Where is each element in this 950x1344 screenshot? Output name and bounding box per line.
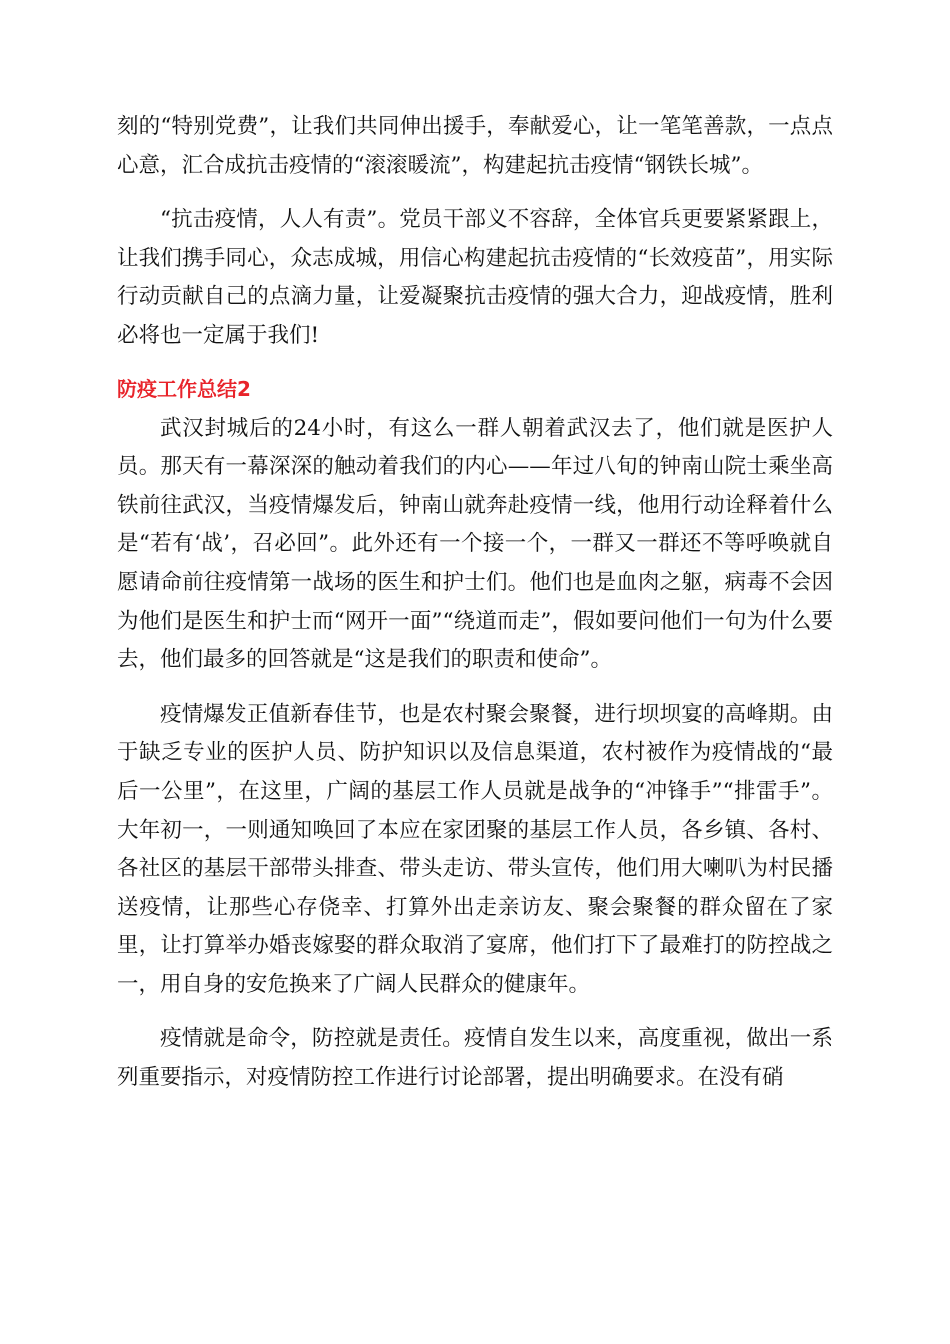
body-paragraph: 疫情就是命令，防控就是责任。疫情自发生以来，高度重视，做出一系列重要指示，对疫情防控工作进行讨论部署，提出明确要求。在没有硝 [117, 1026, 833, 1091]
body-paragraph: “抗击疫情，人人有责”。党员干部义不容辞，全体官兵更要紧紧跟上，让我们携手同心，众志成城，用信心构建起抗击疫情的“长效疫苗”，用实际行动贡献自己的点滴力量，让爱凝聚抗击疫情的强大合力，迎战疫情，胜利必将也一定属于我们! [117, 207, 833, 348]
body-paragraph: 刻的“特别党费”，让我们共同伸出援手，奉献爱心，让一笔笔善款，一点点心意，汇合成抗击疫情的“滚滚暖流”，构建起抗击疫情“钢铁长城”。 [117, 114, 833, 178]
body-paragraph: 武汉封城后的24小时，有这么一群人朝着武汉去了，他们就是医护人员。那天有一幕深深的触动着我们的内心——年过八旬的钟南山院士乘坐高铁前往武汉，当疫情爆发后，钟南山就奔赴疫情一线，他用行动诠释着什么是“若有‘战’，召必回”。此外还有一个接一个，一群又一群还不等呼唤就自愿请命前往疫情第一战场的医生和护士们。他们也是血肉之躯，病毒不会因为他们是医生和护士而“网开一面”“绕道而走”，假如要问他们一句为什么要去，他们最多的回答就是“这是我们的职责和使命”。 [117, 415, 833, 673]
document-page [117, 108, 833, 1098]
body-paragraph: 疫情爆发正值新春佳节，也是农村聚会聚餐，进行坝坝宴的高峰期。由于缺乏专业的医护人员、防护知识以及信息渠道，农村被作为疫情战的“最后一公里”，在这里，广阔的基层工作人员就是战争的“冲锋手”“排雷手”。大年初一，一则通知唤回了本应在家团聚的基层工作人员，各乡镇、各村、各社区的基层干部带头排查、带头走访、带头宣传，他们用大喇叭为村民播送疫情，让那些心存侥幸、打算外出走亲访友、聚会聚餐的群众留在了家里，让打算举办婚丧嫁娶的群众取消了宴席，他们打下了最难打的防控战之一，用自身的安危换来了广阔人民群众的健康年。 [117, 701, 833, 997]
section-heading: 防疫工作总结2 [117, 376, 251, 401]
